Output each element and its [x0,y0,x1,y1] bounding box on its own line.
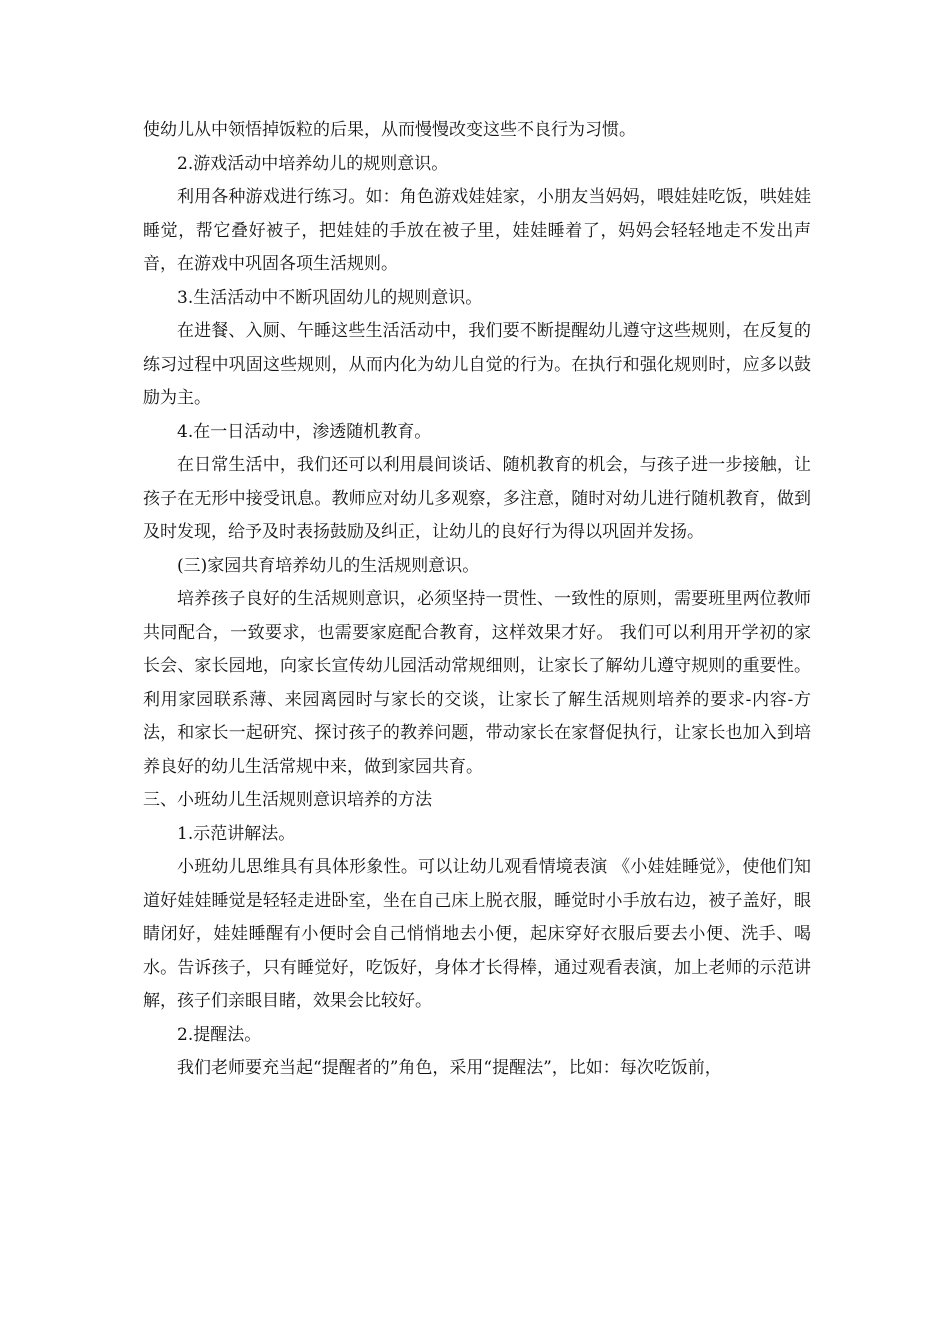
paragraph-life-activity: 在进餐、入厕、午睡这些生活活动中，我们要不断提醒幼儿遵守这些规则，在反复的练习过程中巩固这些规则，从而内化为幼儿自觉的行为。在执行和强化规则时，应多以鼓励为主。 [143,321,811,408]
document-page [143,114,811,1086]
paragraph-daily-activity: 在日常生活中，我们还可以利用晨间谈话、随机教育的机会，与孩子进一步接触，让孩子在无形中接受讯息。教师应对幼儿多观察，多注意，随时对幼儿进行随机教育，做到及时发现，给予及时表扬鼓励及纠正，让幼儿的良好行为得以巩固并发扬。 [143,455,811,542]
heading-home-school: (三)家园共育培养幼儿的生活规则意识。 [177,555,480,576]
paragraph-demonstration: 小班幼儿思维具有具体形象性。可以让幼儿观看情境表演 《小娃娃睡觉》，使他们知道好娃娃睡觉是轻轻走进卧室，坐在自己床上脱衣服，睡觉时小手放右边，被子盖好，眼睛闭好，娃娃睡醒有小便时会自己悄悄地去小便，起床穿好衣服后要去小便、洗手、喝水。告诉孩子，只有睡觉好，吃饭好，身体才长得棒，通过观看表演，加上老师的示范讲解，孩子们亲眼目睹，效果会比较好。 [143,857,811,1011]
heading-daily-activity: 4.在一日活动中，渗透随机教育。 [177,421,432,442]
paragraph-1: 使幼儿从中领悟掉饭粒的后果，从而慢慢改变这些不良行为习惯。 [143,120,636,140]
heading-demonstration: 1.示范讲解法。 [177,823,296,844]
heading-game-activity: 2.游戏活动中培养幼儿的规则意识。 [177,153,449,174]
section-heading-methods: 三、小班幼儿生活规则意识培养的方法 [143,790,432,810]
heading-life-activity: 3.生活活动中不断巩固幼儿的规则意识。 [177,287,483,308]
heading-reminder: 2.提醒法。 [177,1024,262,1045]
paragraph-home-school: 培养孩子良好的生活规则意识，必须坚持一贯性、一致性的原则，需要班里两位教师共同配合，一致要求，也需要家庭配合教育，这样效果才好。 我们可以利用开学初的家长会、家长园地，向家长宣传幼儿园活动常规细则，让家长了解幼儿遵守规则的重要性。利用家园联系薄、来园离园时与家长的交谈，让家长了解生活规则培养的要求-内容-方法，和家长一起研究、探讨孩子的教养问题，带动家长在家督促执行，让家长也加入到培养良好的幼儿生活常规中来，做到家园共育。 [143,589,811,777]
paragraph-reminder: 我们老师要充当起“提醒者的”角色，采用“提醒法”，比如：每次吃饭前， [177,1058,722,1078]
paragraph-game-activity: 利用各种游戏进行练习。如：角色游戏娃娃家，小朋友当妈妈，喂娃娃吃饭，哄娃娃睡觉，帮它叠好被子，把娃娃的手放在被子里，娃娃睡着了，妈妈会轻轻地走不发出声音，在游戏中巩固各项生活规则。 [143,187,811,274]
